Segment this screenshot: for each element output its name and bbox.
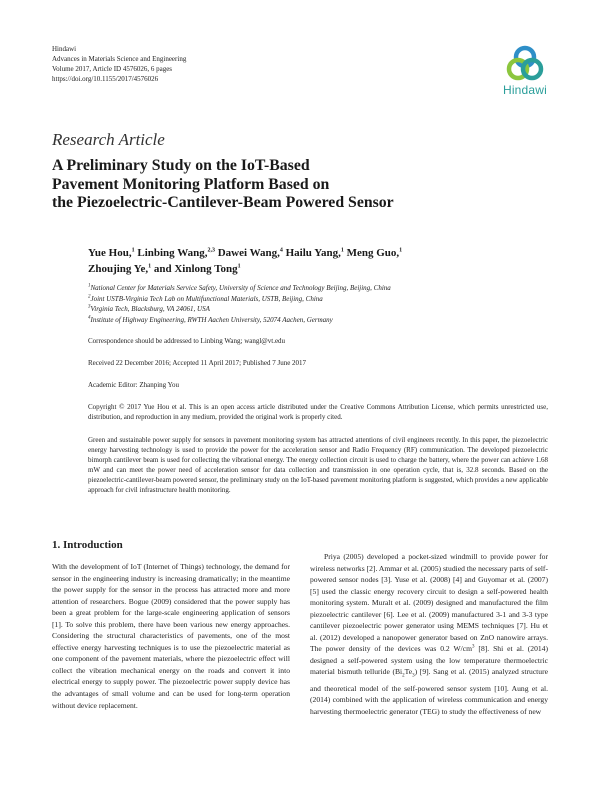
abstract-text: Green and sustainable power supply for sensors in pavement monitoring system has attracted attentions of civil engineers recently. In this paper, the piezoelectric energy harvesting technology is used to provide the power for the acceleration sensor and Radio Frequency (RF) communication. The developed piezoelectric bimorph cantilever beam is used for collecting the vibrational energy. The energy collection circuit is used to charge the battery, where the power can achieve 1.68 mW and can meet the power need of acceleration sensor for data collection and transmission in one operation cycle, that is, 32.8 seconds. Based on the piezoelectric-cantilever-beam powered sensor, the preliminary study on the IoT-based pavement monitoring platform is suggested, which provides a new applicable approach for civil infrastructure health monitoring. [88,436,548,494]
hindawi-logo[interactable] [494,44,556,97]
author-affil-mark: 1 [131,247,135,254]
body-text: Priya (2005) developed a pocket-sized windmill to provide power for wireless networks [2]. Ammar et al. (2005) studied the necessary parts of self-powered sensor nodes [3]. Yuse et al. (2008) [4] and Guyomar et al. (2007) [5] used the classic energy recovery circuit to design a self-powered health monitoring system. Muralt et al. (2009) designed and manufactured the film piezoelectric cantilever [6]. Lee et al. (2009) manufactured 3-1 and 3-3 type cantilever piezoelectric power generator using MEMS techniques [7]. Hu et al. (2012) developed a nanopower generator based on ZnO nanowire arrays. The power density of the devices was 0.2 W/cm [310,552,548,654]
author-name[interactable]: Dawei Wang, [217,247,280,259]
left-column [52,538,290,711]
affiliation-item [88,294,391,305]
body-text: [8]. Shi et al. (2014) designed a self-powered system using the low temperature thermoelectric material bismuth telluride (Bi [310,644,549,677]
author-list [88,245,528,277]
volume-info: Volume 2017, Article ID 4576026, 6 pages [52,65,173,73]
copyright-text: Copyright © 2017 Yue Hou et al. This is an open access article distributed under the Creative Commons Attribution License, which permits unrestricted use, distribution, and reproduction in any medium, provided the original work is properly cited. [88,403,548,421]
author-name[interactable]: Yue Hou, [88,247,132,259]
affiliation-item [88,304,391,315]
publication-dates: Received 22 December 2016; Accepted 11 April 2017; Published 7 June 2017 [88,359,307,367]
affiliation-mark: 2 [88,294,91,300]
affiliation-text: Joint USTB-Virginia Tech Lab on Multifunctional Materials, USTB, Beijing, China [90,294,323,303]
affiliation-text: Institute of Highway Engineering, RWTH Aachen University, 52074 Aachen, Germany [90,315,333,324]
affiliation-item [88,315,391,326]
subscript: 2 [402,673,405,679]
hindawi-logo-text: Hindawi [502,83,548,97]
author-affil-mark: 2,3 [207,247,215,254]
author-affil-mark: 4 [279,247,283,254]
title-line: A Preliminary Study on the IoT-Based [52,157,310,174]
article-title [52,157,472,213]
academic-editor: Academic Editor: Zhanping You [88,381,179,389]
affiliation-text: National Center for Materials Service Safety, University of Science and Technology Beijing, Beijing, China [90,284,391,292]
author-name[interactable]: and Xinlong Tong [153,263,238,275]
author-affil-mark: 1 [148,263,152,270]
author-name[interactable]: Zhoujing Ye, [88,263,149,275]
body-text: ) [9]. Sang et al. (2015) analyzed structure and theoretical model of the self-powered sensor system [10]. Aung et al. (2014) combined with the application of wireless communication and energy harvesting thermoelectric generator (TEG) to study the effectiveness of new [310,667,548,716]
affiliation-mark: 3 [88,304,91,310]
body-paragraph: With the development of IoT (Internet of Things) technology, the demand for sensor in the engineering industry is increasing dramatically; in the meantime the power supply for the sensor in the process has attracted more and more attention of researchers. Bogue (2009) considered that the power supply has been a great problem for the large-scale engineering application of sensors [1]. To solve this problem, there have been various new energy approaches. Considering the structural characteristics of pavements, one of the most effective energy harvesting techniques is to use the piezoelectric material as one component of the pavement materials, where the piezoelectric effect will collect the vibration mechanical energy on the roads and convert it into electrical energy to supply power. The piezoelectric power supply device has the advantages of small volume and can be used for long-term operation without device replacement. [52,562,290,710]
affiliations [88,283,391,325]
abstract [88,436,548,495]
copyright-notice [88,403,548,423]
journal-header [52,44,186,84]
correspondence-line: Correspondence should be addressed to Linbing Wang; wangl@vt.edu [88,337,286,345]
affiliation-mark: 4 [88,315,91,321]
subscript: 3 [412,673,415,679]
superscript: 3 [472,644,475,650]
author-affil-mark: 1 [340,247,344,254]
journal-name: Advances in Materials Science and Engineering [52,55,187,63]
author-name[interactable]: Linbing Wang, [137,247,208,259]
affiliation-mark: 1 [88,283,91,289]
body-paragraph [310,551,548,717]
title-line: Pavement Monitoring Platform Based on [52,175,330,193]
hindawi-logo-icon [505,44,545,84]
affiliation-item [88,283,391,294]
author-name[interactable]: Hailu Yang, [285,247,341,259]
section-heading: 1. Introduction [52,539,123,551]
article-type: Research Article [52,130,165,149]
publisher-name: Hindawi [52,45,77,53]
author-name[interactable]: Meng Guo, [346,247,400,259]
doi-link[interactable]: https://doi.org/10.1155/2017/4576026 [52,75,159,83]
right-column [310,551,548,717]
author-affil-mark: 1 [237,263,241,270]
body-text: Te [404,667,413,677]
author-affil-mark: 1 [399,247,403,254]
affiliation-text: Virginia Tech, Blacksburg, VA 24061, USA [90,305,210,313]
title-line: the Piezoelectric-Cantilever-Beam Powered Sensor [52,194,394,211]
